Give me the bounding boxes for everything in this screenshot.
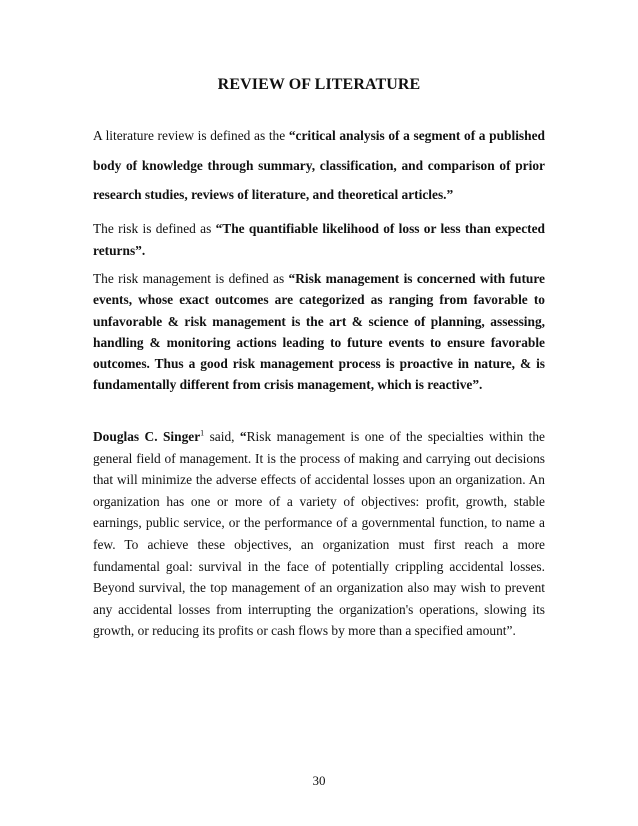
page-title: REVIEW OF LITERATURE [217, 76, 421, 93]
footnote-marker[interactable]: 1 [200, 428, 205, 438]
paragraph-risk-definition [93, 218, 545, 262]
quote-body: Risk management is one of the specialties within the general field of management. It is the process of making and carrying out decisions that will minimize the adverse effects of accidental losses upon an organization. An organization has one or more of a variety of objectives: profit, growth, stable earnings, public service, or the performance of a governmental function, to name a few. To achieve these objectives, an organization must first reach a more fundamental goal: survival in the face of potentially crippling accidental losses. Beyond survival, the top management of an organization also may wish to prevent any accidental losses from interrupting the organization's operations, slowing its growth, or reducing its profits or cash flows by more than a specified amount”. [93, 429, 545, 639]
paragraph-risk-management-definition [93, 268, 545, 396]
page-number: 30 [312, 773, 326, 788]
paragraph-bold-definition: “critical analysis of a segment of a published body of knowledge through summary, classification, and comparison of prior research studies, reviews of literature, and theoretical articles.” [93, 128, 545, 202]
paragraph-lead-text: The risk management is defined as [93, 271, 289, 286]
paragraph-singer-quote [93, 426, 545, 642]
author-name: Douglas C. Singer [93, 429, 201, 444]
paragraph-literature-review [93, 121, 545, 210]
paragraph-lead-text: The risk is defined as [93, 221, 216, 236]
paragraph-bold-definition: “Risk management is concerned with future events, whose exact outcomes are categorized as ranging from favorable to unfavorable & risk management is the art & science of planning, assessing, handling & monitoring actions leading to future events to ensure favorable outcomes. Thus a good risk management process is proactive in nature, & is fundamentally different from crisis management, which is reactive”. [93, 271, 545, 393]
paragraph-bold-definition: “The quantifiable likelihood of loss or less than expected returns”. [93, 221, 545, 258]
quote-open-mark: “ [239, 429, 247, 444]
said-text: said, [204, 429, 240, 444]
paragraph-lead-text: A literature review is defined as the [93, 128, 289, 143]
